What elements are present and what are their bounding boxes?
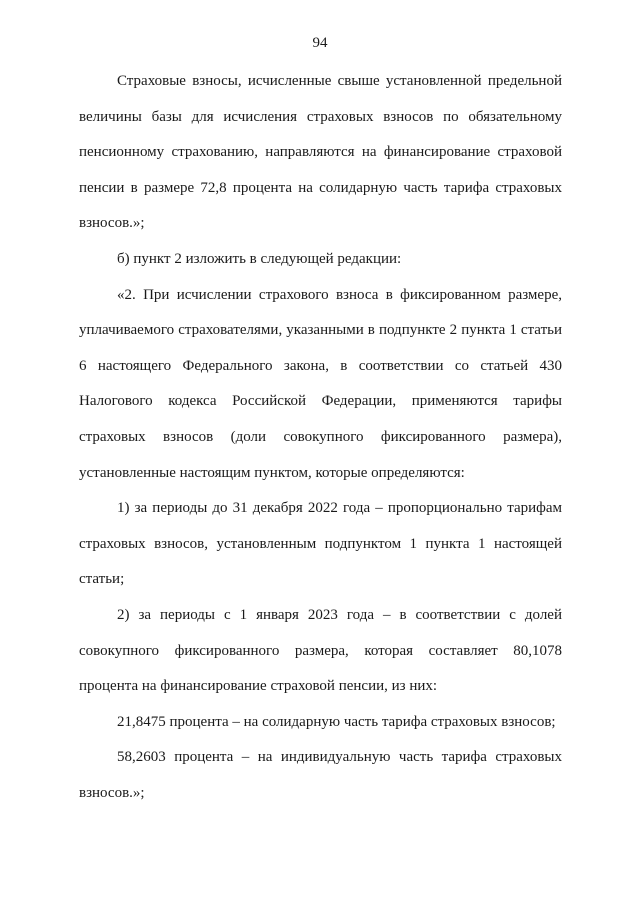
paragraph-individual-share: 58,2603 процента – на индивидуальную часть тарифа страховых взносов.»; xyxy=(79,749,562,801)
document-body xyxy=(79,64,562,811)
paragraph-solidary-share: 21,8475 процента – на солидарную часть тарифа страховых взносов; xyxy=(117,713,556,730)
paragraph-insurance-contributions: Страховые взносы, исчисленные свыше установленной предельной величины базы для исчисления страховых взносов по обязательному пенсионному страхованию, направляются на финансирование страховой пенсии в размере 72,8 процента на солидарную часть тарифа страховых взносов.»; xyxy=(79,73,562,232)
page-number: 94 xyxy=(312,35,328,51)
paragraph-subitem-1: 1) за периоды до 31 декабря 2022 года – пропорционально тарифам страховых взносов, установленным подпунктом 1 пункта 1 настоящей статьи; xyxy=(79,500,562,588)
paragraph-point-2: «2. При исчислении страхового взноса в фиксированном размере, уплачиваемого страхователями, указанными в подпункте 2 пункта 1 статьи 6 настоящего Федерального закона, в соответствии со статьей 430 Налогового кодекса Российской Федерации, применяются тарифы страховых взносов (доли совокупного фиксированного размера), установленные настоящим пунктом, которые определяются: xyxy=(79,286,562,481)
paragraph-subitem-2: 2) за периоды с 1 января 2023 года – в соответствии с долей совокупного фиксированного размера, которая составляет 80,1078 процента на финансирование страховой пенсии, из них: xyxy=(79,606,562,695)
paragraph-item-b: б) пункт 2 изложить в следующей редакции: xyxy=(117,250,402,267)
